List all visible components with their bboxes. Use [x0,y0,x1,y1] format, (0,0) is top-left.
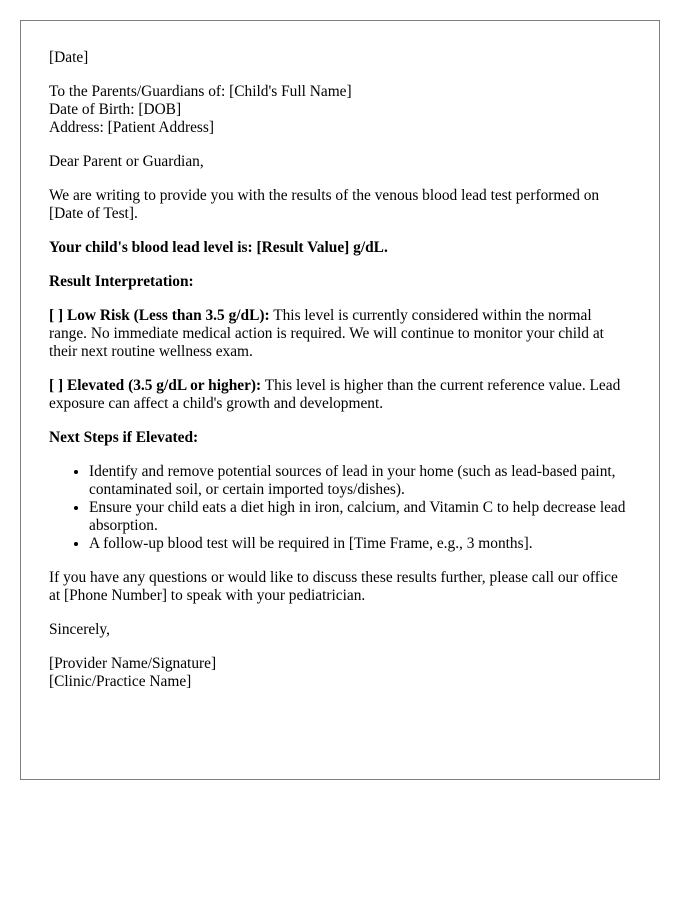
list-item: • Identify and remove potential sources of lead in your home (such as lead-based paint, contaminated soil, or certain imported toys/dishes). [89,463,631,499]
signature-block [49,655,631,691]
elevated-text: This level is higher than the current reference value. Lead exposure can affect a child's growth and development. [49,377,621,412]
letter-date: [Date] [49,49,89,66]
letter-page [20,20,660,780]
list-item: • A follow-up blood test will be required in [Time Frame, e.g., 3 months]. [89,535,631,553]
address-line: Address: [Patient Address] [49,119,214,136]
low-risk-label: [ ] Low Risk (Less than 3.5 g/dL): [49,307,270,324]
clinic-name: [Clinic/Practice Name] [49,673,192,690]
result-statement [49,239,631,257]
list-item: • Ensure your child eats a diet high in iron, calcium, and Vitamin C to help decrease lead absorption. [89,499,631,535]
interpretation-heading [49,273,631,291]
intro-paragraph: We are writing to provide you with the results of the venous blood lead test performed on [Date of Test]. [49,187,600,222]
closing-paragraph: If you have any questions or would like to discuss these results further, please call our office at [Phone Number] to speak with your pediatrician. [49,569,618,604]
salutation: Dear Parent or Guardian, [49,153,204,170]
dob-line: Date of Birth: [DOB] [49,101,182,118]
interpretation-heading-text: Result Interpretation: [49,273,194,290]
next-steps-list [49,463,631,553]
next-steps-heading [49,429,631,447]
low-risk-text: This level is currently considered within the normal range. No immediate medical action is required. We will continue to monitor your child at their next routine wellness exam. [49,307,604,360]
elevated-label: [ ] Elevated (3.5 g/dL or higher): [49,377,262,394]
recipient-line: To the Parents/Guardians of: [Child's Full Name] [49,83,352,100]
provider-name: [Provider Name/Signature] [49,655,217,672]
next-steps-heading-text: Next Steps if Elevated: [49,429,199,446]
result-statement-text: Your child's blood lead level is: [Result Value] g/dL. [49,239,388,256]
recipient-block [49,83,631,137]
sign-off: Sincerely, [49,621,110,638]
low-risk-paragraph [49,307,631,361]
elevated-paragraph [49,377,631,413]
